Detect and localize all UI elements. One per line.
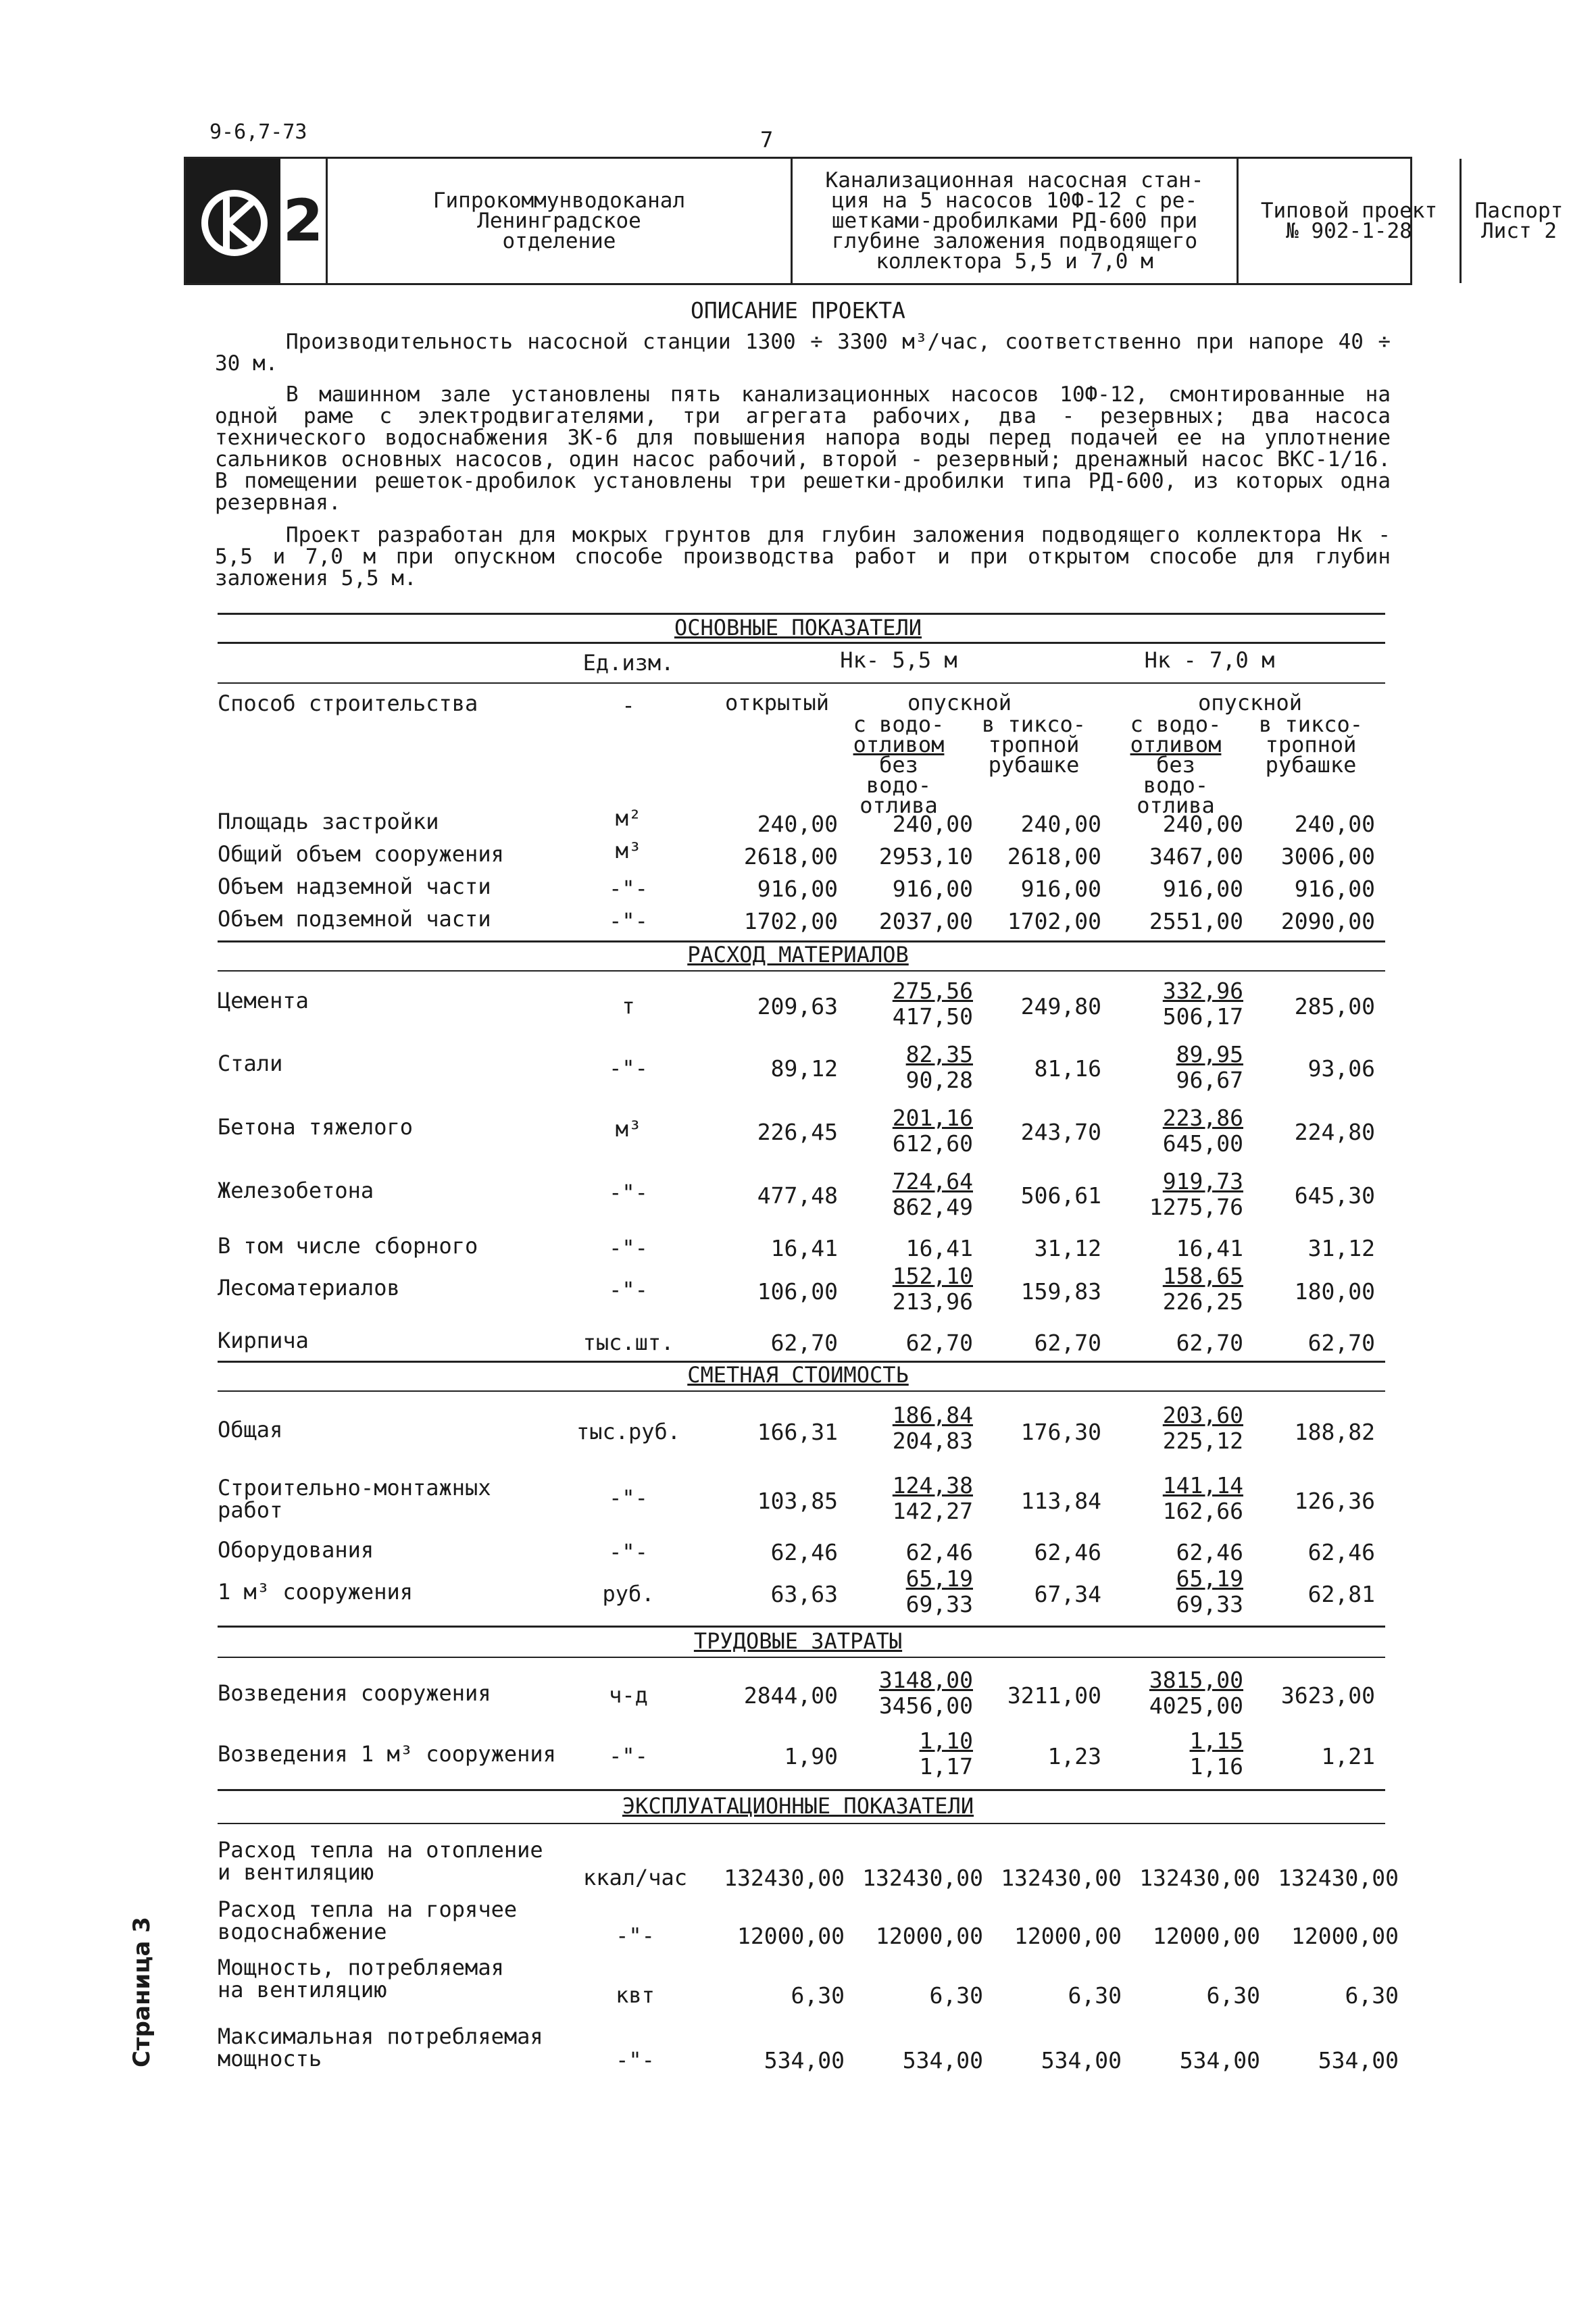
row-unit: ккал/час [582,1865,688,1890]
cell-value: 62,70 [1034,1330,1101,1356]
row-label: Способ строительства [218,690,478,716]
cell-value: 534,00 [764,2047,845,2073]
title-line: коллектора 5,5 и 7,0 м [876,249,1153,274]
row-label: Объем надземной части [218,874,491,899]
row-label: 1 м³ сооружения [218,1579,413,1605]
cell-value: 240,00 [757,811,838,837]
cell-value: 3623,00 [1280,1682,1375,1709]
cell-value: 209,63 [757,993,838,1020]
cell-value: 2090,00 [1280,908,1375,934]
title-line: глубине заложения подводящего [831,229,1198,253]
cell-fraction: $\frac{203,60}{225,12}$ [1162,1402,1243,1454]
cell-fraction: $\frac{82,35}{90,28}$ [905,1041,973,1093]
sheet-number: Лист 2 [1481,219,1557,243]
row-label: Возведения сооружения [218,1680,491,1706]
cell-value: 506,61 [1020,1182,1101,1209]
row-label: Общий объем сооружения [218,841,504,867]
row-unit: -"- [609,876,648,901]
row-unit: -"- [616,2047,655,2073]
cell-value: 645,30 [1294,1182,1375,1209]
cell-value: 132430,00 [1139,1865,1260,1891]
cell-value: 916,00 [1162,876,1243,902]
org-cell [328,159,793,283]
section-title: ТРУДОВЫЕ ЗАТРАТЫ [693,1628,903,1654]
row-label: Расход тепла на горячее водоснабжение [218,1896,518,1944]
cell-fraction: $\frac{152,10}{213,96}$ [892,1263,973,1315]
cell-fraction: $\frac{275,56}{417,50}$ [892,978,973,1030]
cell-value: 16,41 [905,1235,973,1261]
cell-value: 12000,00 [876,1923,983,1949]
row-unit: м³ [615,1116,642,1142]
sub-header: в тиксо- тропной рубашке [981,711,1087,778]
section-title: ОСНОВНЫЕ ПОКАЗАТЕЛИ [674,615,922,640]
row-label: В том числе сборного [218,1233,478,1259]
cell-value: 176,30 [1020,1419,1101,1445]
cell-value: 16,41 [770,1235,838,1261]
section-title: ЭКСПЛУАТАЦИОННЫЕ ПОКАЗАТЕЛИ [622,1793,974,1819]
table-rule [218,1657,1385,1658]
description-paragraph: Производительность насосной станции 1300 ÷ 3300 м³/час, соответственно при напоре 40 ÷ 30 м. [215,330,1391,376]
sub-header: с водо- отливом без водо- отлива [1130,711,1222,818]
cell-value: 12000,00 [1153,1923,1260,1949]
cell-value: 3467,00 [1149,843,1243,870]
cell-fraction: $\frac{186,84}{204,83}$ [892,1402,973,1454]
cell-value: 1702,00 [743,908,838,934]
row-unit: -"- [609,1180,648,1205]
cell-fraction: $\frac{65,19}{69,33}$ [905,1565,973,1617]
project-label: Типовой проект [1260,199,1438,223]
section-title: СМЕТНАЯ СТОИМОСТЬ [687,1362,909,1388]
cell-value: 132430,00 [1001,1865,1122,1891]
cell-value: 534,00 [1179,2047,1260,2073]
cell-value: 126,36 [1294,1488,1375,1514]
cell-value: 62,46 [1176,1539,1243,1565]
column-sink: опускной [907,690,1012,715]
table-rule [218,970,1385,972]
cell-value: 12000,00 [737,1923,845,1949]
row-unit: руб. [602,1581,655,1607]
cell-fraction: $\frac{124,38}{142,27}$ [892,1472,973,1524]
sub-header: в тиксо- тропной рубашке [1258,711,1364,778]
cell-value: 1,90 [784,1743,838,1769]
column-sink: опускной [1197,690,1303,715]
cell-fraction: $\frac{223,86}{645,00}$ [1162,1105,1243,1157]
cell-value: 62,46 [1034,1539,1101,1565]
cell-value: 93,06 [1307,1055,1375,1082]
table-rule [218,1823,1385,1824]
cell-value: 916,00 [1294,876,1375,902]
cell-value: 534,00 [902,2047,983,2073]
row-unit: -"- [609,1055,648,1081]
cell-value: 63,63 [770,1581,838,1607]
column-header-h70: Нк - 7,0 м [1144,647,1275,673]
cell-value: 2618,00 [1007,843,1101,870]
cell-value: 3006,00 [1280,843,1375,870]
cell-value: 240,00 [892,811,973,837]
table-rule [218,682,1385,684]
cell-value: 89,12 [770,1055,838,1082]
row-unit: -"- [609,1485,648,1511]
sheet-label: Паспорт [1474,199,1564,223]
logo [186,159,280,283]
row-label: Строительно-монтажных работ [218,1475,491,1523]
cell-value: 103,85 [757,1488,838,1514]
description-heading: ОПИСАНИЕ ПРОЕКТА [691,297,905,324]
cell-value: 243,70 [1020,1119,1101,1145]
cell-value: 180,00 [1294,1278,1375,1305]
cell-value: 12000,00 [1291,1923,1399,1949]
cell-value: 62,46 [905,1539,973,1565]
cell-value: 240,00 [1294,811,1375,837]
row-label: Максимальная потребляемая мощность [218,2023,543,2071]
cell-value: 31,12 [1034,1235,1101,1261]
title-line: Канализационная насосная стан- [825,168,1204,193]
description-paragraph: В машинном зале установлены пять канализационных насосов 10Ф-12, смонтированные на одной раме с электродвигателями, три агрегата рабочих, два - резервных; два насоса технического водоснабжения 3К-6 для повышения напора воды перед подачей ее на уплотнение сальников основных насосов, один насос рабочий, второй - резервный; дренажный насос ВКС-1/16. В помещении решеток-дробилок установлены три решетки-дробилки типа РД-600, из которых одна резервная. [215,382,1391,515]
cell-value: 2844,00 [743,1682,838,1709]
cell-fraction: $\frac{65,19}{69,33}$ [1176,1565,1243,1617]
table-rule [218,642,1385,644]
cell-value: 2953,10 [878,843,973,870]
cell-value: 132430,00 [862,1865,983,1891]
org-line: отделение [502,229,616,253]
cell-value: 1,23 [1047,1743,1101,1769]
cell-fraction: $\frac{332,96}{506,17}$ [1162,978,1243,1030]
project-number-cell [1239,159,1462,283]
cell-value: 132430,00 [1278,1865,1399,1891]
cell-value: 2618,00 [743,843,838,870]
cell-value: 240,00 [1020,811,1101,837]
row-label: Общая [218,1417,283,1442]
cell-value: 6,30 [1068,1982,1122,2009]
cell-value: 6,30 [929,1982,983,2009]
cell-value: 534,00 [1318,2047,1399,2073]
row-label: Кирпича [218,1328,309,1353]
row-unit: -"- [609,1235,648,1261]
cell-fraction: $\frac{1,15}{1,16}$ [1189,1728,1243,1780]
cell-value: 62,70 [770,1330,838,1356]
row-unit: -"- [609,1277,648,1303]
document-code: 9-6,7-73 [209,120,307,144]
cell-value: 67,34 [1034,1581,1101,1607]
cell-value: 6,30 [791,1982,845,2009]
table-rule [218,1390,1385,1392]
cell-fraction: $\frac{919,73}{1275,76}$ [1149,1168,1243,1220]
cell-value: 113,84 [1020,1488,1101,1514]
row-unit: т [622,993,635,1019]
title-line: шетками-дробилками РД-600 при [831,209,1198,233]
cell-value: 16,41 [1176,1235,1243,1261]
cell-value: 62,46 [770,1539,838,1565]
org-line: Гипрокоммунводоканал [432,188,686,213]
row-unit: -"- [609,1743,648,1769]
row-label: Объем подземной части [218,906,491,932]
column-header-h55: Нк- 5,5 м [840,647,957,673]
cell-value: 62,70 [1307,1330,1375,1356]
row-unit: -"- [609,908,648,934]
cell-fraction: $\frac{141,14}{162,66}$ [1162,1472,1243,1524]
row-label: Площадь застройки [218,809,439,834]
cell-value: 916,00 [1020,876,1101,902]
cell-value: 62,81 [1307,1581,1375,1607]
cell-value: 166,31 [757,1419,838,1445]
cell-fraction: $\frac{201,16}{612,60}$ [892,1105,973,1157]
cell-value: 285,00 [1294,993,1375,1020]
cell-value: 106,00 [757,1278,838,1305]
cell-value: 226,45 [757,1119,838,1145]
cell-fraction: $\frac{3815,00}{4025,00}$ [1149,1667,1243,1719]
logo-number: 2 [280,159,328,283]
row-unit: -"- [609,1539,648,1565]
row-label: Лесоматериалов [218,1275,400,1301]
cell-value: 81,16 [1034,1055,1101,1082]
cell-value: 224,80 [1294,1119,1375,1145]
row-unit: квт [616,1982,655,2008]
cell-value: 1,21 [1321,1743,1375,1769]
cell-value: 916,00 [892,876,973,902]
cell-fraction: $\frac{3148,00}{3456,00}$ [878,1667,973,1719]
column-open: открытый [724,690,830,715]
cell-fraction: $\frac{1,10}{1,17}$ [919,1728,973,1780]
row-unit: м² [615,805,642,831]
row-label: Цемента [218,988,309,1013]
title-line: ция на 5 насосов 10Ф-12 с ре- [831,188,1198,213]
row-label: Железобетона [218,1178,374,1203]
row-label: Бетона тяжелого [218,1114,413,1140]
cell-fraction: $\frac{89,95}{96,67}$ [1176,1041,1243,1093]
org-logo-icon [193,170,274,272]
cell-value: 12000,00 [1014,1923,1122,1949]
cell-value: 249,80 [1020,993,1101,1020]
cell-value: 62,70 [1176,1330,1243,1356]
cell-value: 240,00 [1162,811,1243,837]
cell-value: 1702,00 [1007,908,1101,934]
title-block [184,157,1564,285]
cell-value: 916,00 [757,876,838,902]
row-unit: - [622,693,635,718]
cell-value: 2551,00 [1149,908,1243,934]
cell-value: 534,00 [1041,2047,1122,2073]
row-unit: тыс.шт. [582,1330,674,1355]
row-label: Стали [218,1051,283,1076]
cell-value: 477,48 [757,1182,838,1209]
row-label: Расход тепла на отопление и вентиляцию [218,1837,543,1885]
page-number: 7 [760,127,774,153]
cell-value: 188,82 [1294,1419,1375,1445]
row-unit: тыс.руб. [576,1419,681,1444]
cell-value: 31,12 [1307,1235,1375,1261]
cell-value: 6,30 [1345,1982,1399,2009]
row-label: Мощность, потребляемая на вентиляцию [218,1955,504,2003]
row-unit: ч-д [609,1682,648,1708]
cell-value: 2037,00 [878,908,973,934]
org-line: Ленинградское [477,209,641,233]
side-page-label: Страница 3 [128,1917,155,2067]
cell-value: 3211,00 [1007,1682,1101,1709]
cell-value: 132430,00 [724,1865,845,1891]
cell-fraction: $\frac{158,65}{226,25}$ [1162,1263,1243,1315]
sub-header: с водо- отливом без водо- отлива [853,711,945,818]
description-paragraph: Проект разработан для мокрых грунтов для глубин заложения подводящего коллектора Нк - 5,5 и 7,0 м при опускном способе производства работ и при открытом способе для глубин заложения 5,5 м. [215,523,1391,590]
cell-value: 62,46 [1307,1539,1375,1565]
column-header-unit: Ед.изм. [582,650,674,676]
row-label: Возведения 1 м³ сооружения [218,1741,556,1767]
cell-value: 159,83 [1020,1278,1101,1305]
cell-value: 6,30 [1206,1982,1260,2009]
table-rule [218,1789,1385,1791]
row-unit: м³ [615,838,642,863]
section-title: РАСХОД МАТЕРИАЛОВ [687,942,909,967]
cell-fraction: $\frac{724,64}{862,49}$ [892,1168,973,1220]
cell-value: 62,70 [905,1330,973,1356]
project-title-cell [793,159,1239,283]
row-label: Оборудования [218,1537,374,1563]
table-rule [218,1626,1385,1628]
sheet-cell [1462,159,1576,283]
row-unit: -"- [616,1923,655,1948]
project-number: № 902-1-28 [1286,219,1412,243]
